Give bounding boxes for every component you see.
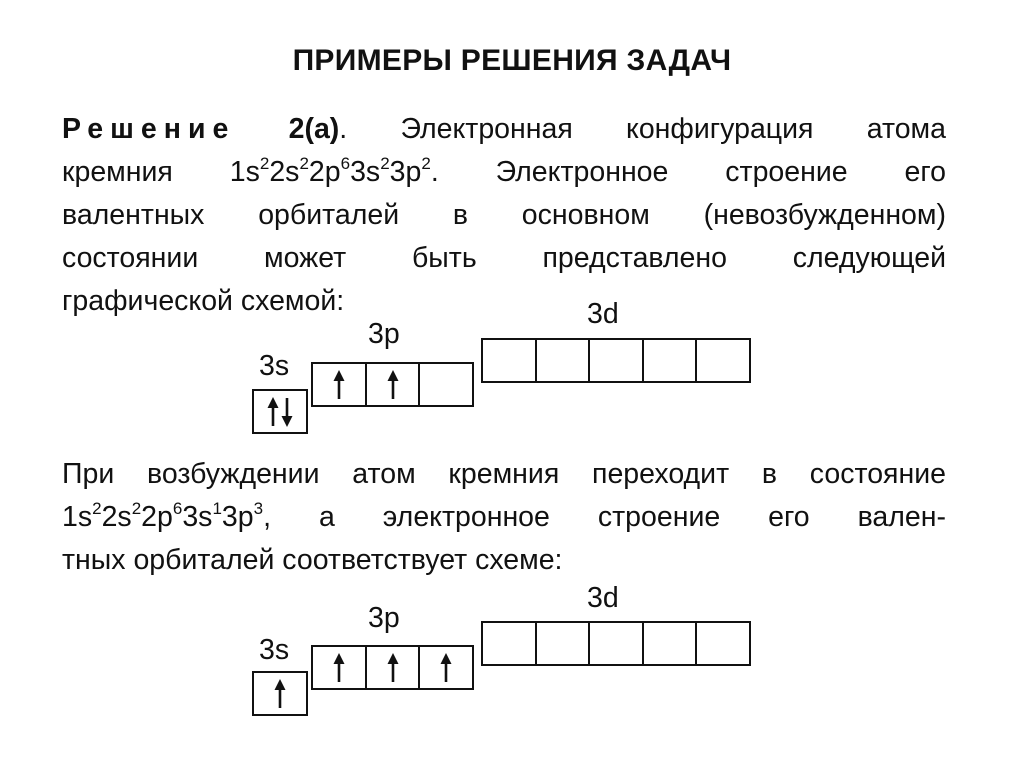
arrow-up-icon: [267, 397, 279, 427]
electron-arrows: [387, 370, 399, 400]
paragraph-line: графической схемой:: [62, 285, 345, 317]
arrow-up-icon: [333, 653, 345, 683]
orbital-box: [535, 338, 591, 383]
paragraph-line: [62, 496, 946, 539]
electron-arrows: [333, 370, 345, 400]
superscript: 2: [380, 153, 390, 173]
paragraph-line: тных орбиталей соответствует схеме:: [62, 544, 563, 576]
superscript: 2: [299, 153, 309, 173]
label-3s: 3s: [259, 634, 290, 666]
electron-arrows: [440, 653, 452, 683]
orbital-box: [311, 645, 367, 690]
paragraph-line: При возбуждении атом кремния переходит в состояние: [62, 458, 946, 490]
orbital-box: [418, 362, 474, 407]
orbital-box: [642, 621, 698, 666]
electron-arrows: [274, 679, 286, 709]
superscript: 2: [131, 498, 142, 518]
electron-arrows: [333, 653, 345, 683]
superscript: 6: [340, 153, 351, 173]
solution-label: Решение: [62, 113, 236, 145]
solution-paragraph: [62, 108, 946, 323]
excited-paragraph: [62, 453, 946, 582]
orbital-box: [481, 338, 537, 383]
orbital-box: [642, 338, 698, 383]
orbital-box: [535, 621, 591, 666]
paragraph-line: состоянии может быть представлено следующей: [62, 242, 946, 274]
config-text: 2p: [141, 501, 173, 533]
orbital-box: [365, 645, 421, 690]
paragraph-line: [62, 151, 946, 194]
superscript: 3: [253, 498, 264, 518]
config-text: 2p: [308, 156, 341, 188]
label-3p: 3p: [368, 602, 400, 634]
page-title: ПРИМЕРЫ РЕШЕНИЯ ЗАДАЧ: [292, 44, 732, 77]
arrow-up-icon: [440, 653, 452, 683]
line-text: . Электронное строение его: [430, 156, 947, 188]
electron-arrows: [387, 653, 399, 683]
config-text: кремния 1s: [62, 156, 260, 188]
orbital-box: [311, 362, 367, 407]
arrow-up-icon: [387, 653, 399, 683]
superscript: 2: [421, 153, 431, 173]
orbital-box: [365, 362, 421, 407]
arrow-up-icon: [274, 679, 286, 709]
label-3p: 3p: [368, 318, 400, 350]
config-text: 1s: [62, 501, 93, 533]
orbital-box: [418, 645, 474, 690]
arrow-up-icon: [387, 370, 399, 400]
config-text: 2s: [101, 501, 132, 533]
line-text: . Электронная конфигурация атома: [339, 113, 946, 145]
paragraph-line: [62, 108, 946, 151]
solution-number: 2(а): [235, 113, 340, 145]
label-3d: 3d: [587, 298, 619, 330]
orbital-box: [695, 338, 751, 383]
electron-arrows: [267, 397, 293, 427]
orbital-box: [588, 338, 644, 383]
line-text: , а электронное строение его вален-: [263, 501, 946, 533]
arrow-up-icon: [333, 370, 345, 400]
orbital-box: [588, 621, 644, 666]
label-3d: 3d: [587, 582, 619, 614]
superscript: 1: [212, 498, 222, 518]
config-text: 3p: [221, 501, 254, 533]
superscript: 6: [172, 498, 183, 518]
orbital-box: [481, 621, 537, 666]
config-text: 3s: [350, 156, 381, 188]
label-3s: 3s: [259, 350, 290, 382]
superscript: 2: [92, 498, 102, 518]
config-text: 2s: [269, 156, 300, 188]
superscript: 2: [259, 153, 270, 173]
arrow-down-icon: [281, 397, 293, 427]
config-text: 3p: [389, 156, 422, 188]
paragraph-line: валентных орбиталей в основном (невозбужденном): [62, 199, 946, 231]
orbital-box: [252, 389, 308, 434]
orbital-box: [695, 621, 751, 666]
orbital-box: [252, 671, 308, 716]
config-text: 3s: [182, 501, 213, 533]
